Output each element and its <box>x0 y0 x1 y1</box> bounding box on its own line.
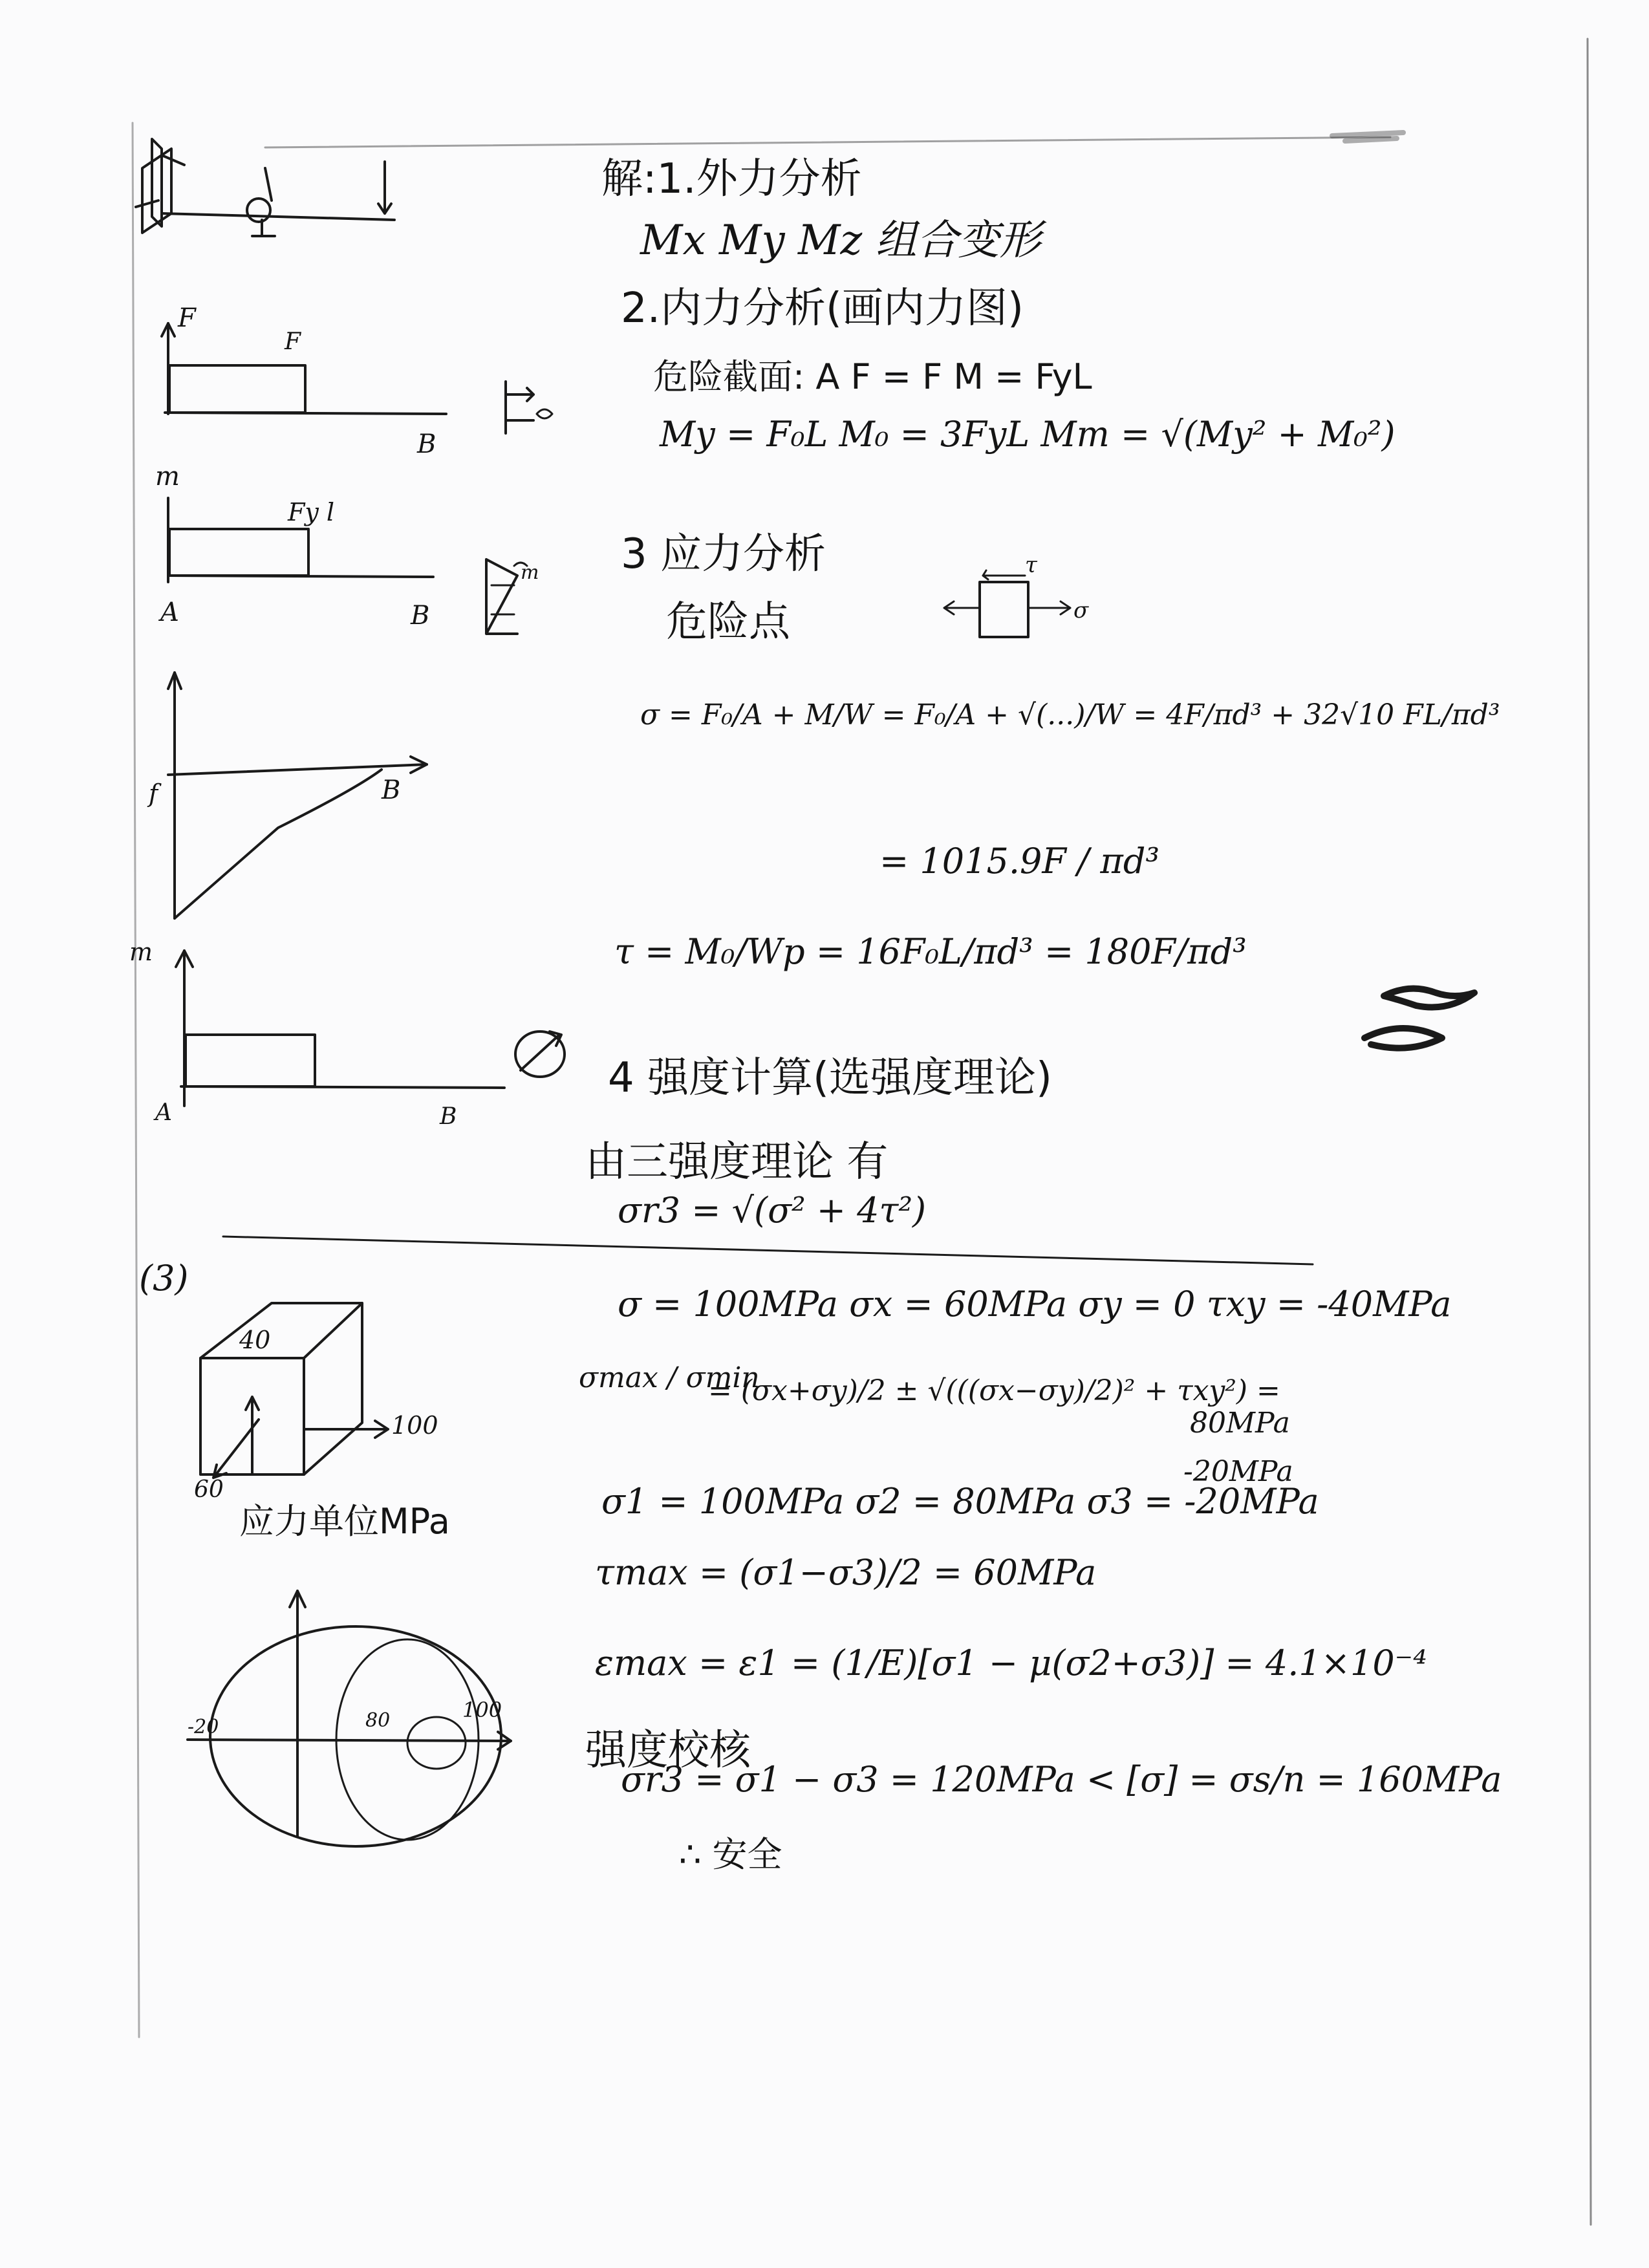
principal-stresses: σ1 = 100MPa σ2 = 80MPa σ3 = -20MPa <box>601 1481 1319 1522</box>
stress-unit-note: 应力单位MPa <box>239 1501 450 1542</box>
axial-force-diagram <box>155 303 436 459</box>
torque-symbol <box>504 1019 576 1090</box>
tau-equation: τ = M₀/Wp = 16F₀L/πd³ = 180F/πd³ <box>614 931 1247 972</box>
torque-label-m: m <box>129 938 153 966</box>
mohr-label-mid: 80 <box>365 1709 391 1732</box>
cube-label-top: 40 <box>239 1326 271 1354</box>
sigma-r3: σr3 = √(σ² + 4τ²) <box>618 1190 927 1231</box>
axial-label-B: B <box>417 429 436 459</box>
deflection-label-B: B <box>382 775 401 805</box>
max-min-equation: = (σx+σy)/2 ± √(((σx−σy)/2)² + τxy²) = <box>708 1374 1280 1407</box>
section-divider <box>223 1237 1313 1264</box>
sigma-equation: σ = F₀/A + M/W = F₀/A + √(...)/W = 4F/πd³ + 32√10 FL/πd³ <box>640 698 1500 731</box>
torque-label-A: A <box>155 1099 172 1126</box>
torque-diagram <box>129 938 466 1132</box>
mohr-circle <box>188 1578 550 1875</box>
part2-label: (3) <box>139 1258 189 1299</box>
step3-heading: 3 应力分析 <box>621 530 826 578</box>
min-value: -20MPa <box>1183 1455 1293 1488</box>
stress-element-sketch <box>918 552 1112 653</box>
strength-theory: 由三强度理论 有 <box>585 1138 889 1186</box>
axial-symbol <box>498 375 556 446</box>
mohr-label-left: -20 <box>188 1716 219 1738</box>
axial-label-F2: F <box>285 329 301 355</box>
danger-section: 危险截面: A F = F M = FyL <box>653 356 1092 397</box>
conclusion: ∴ 安全 <box>679 1834 782 1875</box>
sigma-result: = 1015.9F / πd³ <box>879 841 1160 881</box>
danger-point: 危险点 <box>666 598 790 646</box>
max-min-label: σmax / σmin <box>579 1361 760 1394</box>
moment-symbol <box>479 550 556 640</box>
mohr-label-right: 100 <box>462 1698 502 1722</box>
scribble-mark <box>1364 989 1474 1048</box>
step1-line: Mx My Mz 组合变形 <box>640 217 1041 265</box>
cube-label-bottom: 60 <box>194 1476 224 1503</box>
eps-max: εmax = ε1 = (1/E)[σ1 − μ(σ2+σ3)] = 4.1×10⁻⁴ <box>595 1643 1427 1683</box>
structure-sketch <box>123 123 459 272</box>
moment-label-value: Fy l <box>288 498 335 526</box>
deflection-diagram <box>149 660 453 944</box>
moment-symbol-label: m <box>521 561 539 584</box>
sketch-label-tau: τ <box>1025 552 1037 578</box>
scan-smudge <box>1332 133 1403 141</box>
tau-max: τmax = (σ1−σ3)/2 = 60MPa <box>595 1552 1097 1593</box>
max-value: 80MPa <box>1190 1407 1290 1440</box>
torque-label-B: B <box>440 1103 457 1130</box>
moment-label-A: A <box>160 598 179 627</box>
step4-heading: 4 强度计算(选强度理论) <box>608 1054 1052 1102</box>
deflection-label-f: f <box>149 779 158 808</box>
check-equation: σr3 = σ1 − σ3 = 120MPa < [σ] = σs/n = 160MPa <box>621 1759 1502 1800</box>
step2-heading: 2.内力分析(画内力图) <box>621 285 1024 332</box>
stress-element-cube <box>175 1284 511 1503</box>
step1-heading: 解:1.外力分析 <box>601 155 862 203</box>
moments-line: My = F₀L M₀ = 3FyL Mm = √(My² + M₀²) <box>660 414 1396 455</box>
given-values: σ = 100MPa σx = 60MPa σy = 0 τxy = -40MPa <box>618 1284 1452 1324</box>
moment-label-B: B <box>411 601 430 631</box>
moment-label-m: m <box>155 462 180 491</box>
sketch-label-sigma: σ <box>1073 598 1089 623</box>
check-title: 强度校核 <box>585 1727 751 1775</box>
axial-label-F: F <box>178 303 196 333</box>
cube-label-right: 100 <box>391 1411 438 1440</box>
bending-moment-diagram <box>155 462 491 634</box>
